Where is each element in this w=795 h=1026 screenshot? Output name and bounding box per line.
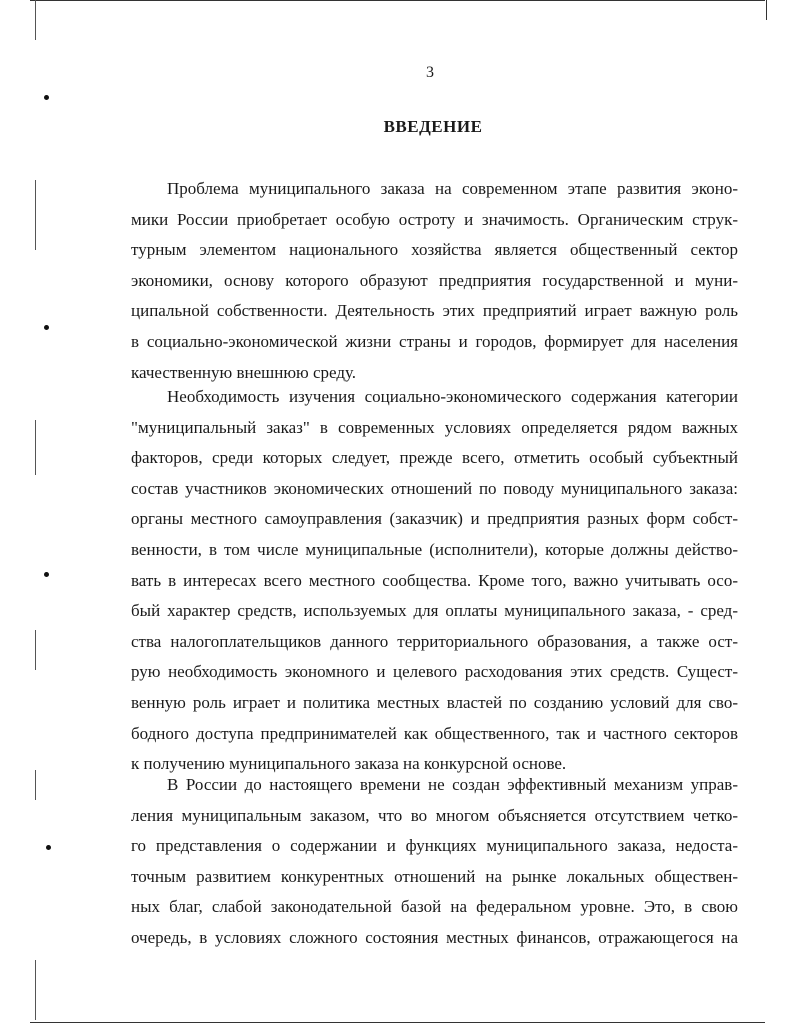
scan-margin-line <box>35 630 36 670</box>
text-line: факторов, среди которых следует, прежде всего, отметить особый субъектный <box>131 448 738 468</box>
scan-margin-line <box>35 180 36 250</box>
text-line: венную роль играет и политика местных властей по созданию условий для сво- <box>131 692 738 712</box>
scan-margin-line <box>35 0 36 40</box>
punch-hole-mark <box>46 845 51 850</box>
text-line: турным элементом национального хозяйства является общественный сектор <box>131 240 738 260</box>
text-line: состав участников экономических отношений по поводу муниципального заказа: <box>131 478 738 498</box>
text-line: очередь, в условиях сложного состояния местных финансов, отражающегося на <box>131 927 738 947</box>
text-line: венности, в том числе муниципальные (исполнители), которые должны действо- <box>131 539 738 559</box>
text-line: органы местного самоуправления (заказчик) и предприятия разных форм собст- <box>131 509 738 529</box>
scan-top-edge <box>30 0 765 1</box>
paragraph-1 <box>131 174 738 388</box>
punch-hole-mark <box>44 325 49 330</box>
text-line: "муниципальный заказ" в современных условиях определяется рядом важных <box>131 417 738 437</box>
scan-margin-line <box>35 420 36 475</box>
text-line: В России до настоящего времени не создан эффективный механизм управ- <box>167 775 738 794</box>
text-line: в социально-экономической жизни страны и городов, формирует для населения <box>131 331 738 351</box>
scan-margin-line <box>35 960 36 1020</box>
text-line: бый характер средств, используемых для оплаты муниципального заказа, - сред- <box>131 601 738 621</box>
text-line: экономики, основу которого образуют предприятия государственной и муни- <box>131 270 738 290</box>
text-line: бодного доступа предпринимателей как общественного, так и частного секторов <box>131 723 738 743</box>
text-line: ления муниципальным заказом, что во многом объясняется отсутствием четко- <box>131 805 738 825</box>
scan-margin-line <box>35 770 36 800</box>
page-number: 3 <box>426 64 434 81</box>
text-line: точным развитием конкурентных отношений на рынке локальных обществен- <box>131 866 738 886</box>
text-line: ства налогоплательщиков данного территориального образования, а также ост- <box>131 631 738 651</box>
text-line: к получению муниципального заказа на конкурсной основе. <box>131 754 567 774</box>
text-line: качественную внешнюю среду. <box>131 362 357 382</box>
punch-hole-mark <box>44 572 49 577</box>
text-line: Необходимость изучения социально-экономического содержания категории <box>167 387 738 406</box>
text-line: мики России приобретает особую остроту и значимость. Органическим струк- <box>131 209 738 229</box>
text-line: вать в интересах всего местного сообщества. Кроме того, важно учитывать осо- <box>131 570 738 590</box>
text-line: рую необходимость экономного и целевого расходования этих средств. Сущест- <box>131 662 738 682</box>
punch-hole-mark <box>44 95 49 100</box>
paragraph-3 <box>131 770 738 954</box>
paragraph-2 <box>131 382 738 780</box>
scan-bottom-edge <box>30 1022 765 1023</box>
text-line: Проблема муниципального заказа на современном этапе развития эконо- <box>167 179 738 198</box>
scan-right-edge <box>766 0 767 20</box>
page-title: ВВЕДЕНИЕ <box>383 117 483 136</box>
text-line: ных благ, слабой законодательной базой на федеральном уровне. Это, в свою <box>131 897 738 917</box>
text-line: ципальной собственности. Деятельность этих предприятий играет важную роль <box>131 301 738 321</box>
text-line: го представления о содержании и функциях муниципального заказа, недоста- <box>131 836 738 856</box>
